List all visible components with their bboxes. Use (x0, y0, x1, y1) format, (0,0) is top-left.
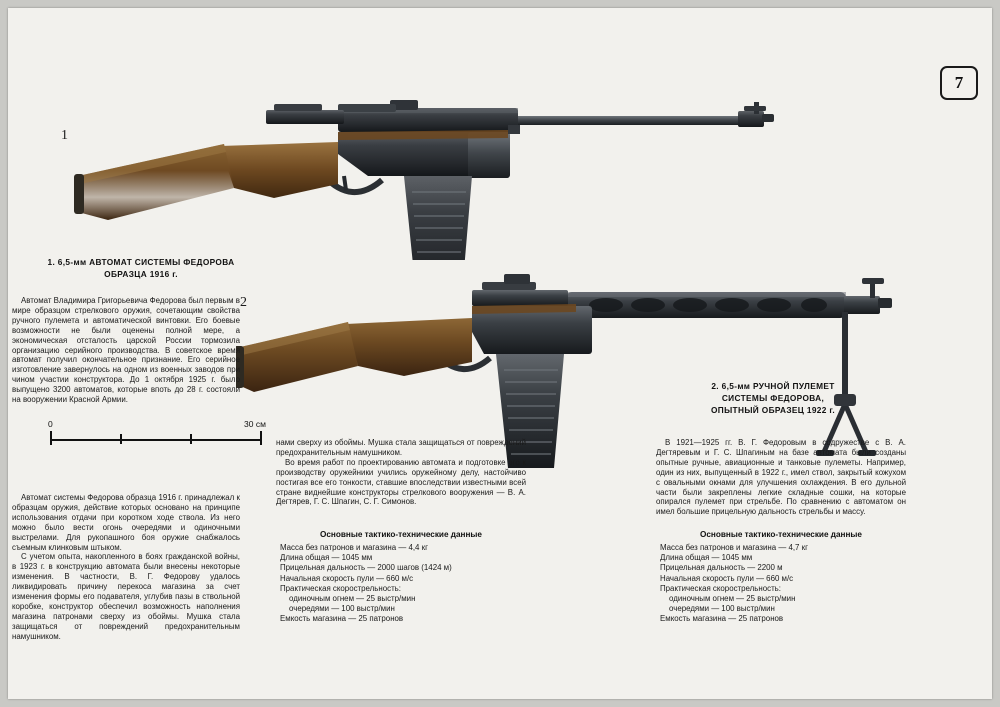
column-2-body-text (276, 438, 526, 507)
column-1-intro-text (12, 296, 240, 405)
column-2-spec-title: Основные тактико-технические данные (320, 530, 482, 539)
spec-item: очередями — 100 выстр/мин (289, 604, 395, 614)
paragraph: С учетом опыта, накопленного в боях гражданской войны, в 1923 г. в конструкцию автомата были внесены некоторые изменения. В частности, В. Г. Федорову удалось ликвидировать причину перекоса магазина за счет изменения формы его подавателя, углубив пазы в ствольной коробке, конструктор обеспечил возможность наполнения магазина патронами сверху из обоймы. Мушка стала защищаться от повреждений предохранительным намушником. (12, 552, 240, 641)
spec-item: Прицельная дальность — 2200 м (660, 563, 783, 573)
spec-item: очередями — 100 выстр/мин (669, 604, 775, 614)
figure-2-caption-line-3: ОПЫТНЫЙ ОБРАЗЕЦ 1922 г. (710, 405, 836, 415)
column-1-body-text (12, 493, 240, 642)
scale-bar (48, 419, 268, 449)
spec-item: Практическая скорострельность: (660, 583, 781, 593)
figure-1-caption (16, 256, 266, 280)
scale-bar-left-label: 0 (48, 419, 53, 429)
spec-item: одиночным огнем — 25 выстр/мин (289, 594, 416, 604)
spec-item: Практическая скорострельность: (280, 583, 401, 593)
page-number-badge (940, 66, 978, 100)
column-3-spec-title: Основные тактико-технические данные (700, 530, 862, 539)
spec-item: Масса без патронов и магазина — 4,7 кг (660, 543, 808, 552)
figure-1-caption-line-2: ОБРАЗЦА 1916 г. (104, 269, 178, 279)
spec-item: Начальная скорость пули — 660 м/с (660, 573, 794, 583)
page-number: 7 (954, 73, 964, 92)
spec-item: Начальная скорость пули — 660 м/с (280, 573, 414, 583)
spec-item: Длина общая — 1045 мм (660, 553, 753, 563)
spec-item: Масса без патронов и магазина — 4,4 кг (280, 543, 428, 552)
paragraph: нами сверху из обоймы. Мушка стала защищаться от повреждений предохранительным намушником. (276, 438, 526, 457)
spec-item: Длина общая — 1045 мм (280, 553, 373, 563)
column-2-spec-list (280, 543, 530, 625)
figure-index-2: 2 (240, 295, 247, 310)
scale-bar-right-label: 30 см (244, 419, 266, 429)
figure-2-caption-line-1: 2. 6,5-мм РУЧНОЙ ПУЛЕМЕТ (711, 381, 835, 391)
figure-2-caption-line-2: СИСТЕМЫ ФЕДОРОВА, (721, 393, 825, 403)
page-sheet (8, 8, 992, 699)
paragraph: Автомат Владимира Григорьевича Федорова был первым в мире образцом стрелкового оружия, сочетающим свойства ручного пулемета и автоматической винтовки. Его боевые возможности не были оценены полной мере, а экономическая отсталость царской России тормозила организацию серийного производства. В советское время автомат получил окончательное признание. Его серийное изготовление завернулось на одном из военных заводов при чином участии конструктора. До 1 октября 1925 г. было выпущено 3200 автоматов, которые впоть до 28 г. состояли на вооружении Красной Армии. (12, 296, 240, 405)
spec-item: Емкость магазина — 25 патронов (280, 614, 404, 624)
spec-item: одиночным огнем — 25 выстр/мин (669, 594, 796, 604)
figure-2-caption (648, 380, 898, 416)
paragraph: В 1921—1925 гг. В. Г. Федоровым в содружестве с В. А. Дегтяревым и Г. С. Шпагиным на базе автомата были созданы опытные ручные, авиационные и танковые пулеметы. Например, один из них, выпущенный в 1922 г., имел ствол, закрытый кожухом с овальными окнами для улучшения охлаждения. В его дульной части были закреплены легкие складные сошки, на которые опирался пулемет при стрельбе. По сравнению с автоматом он имел большие прицельную дальность стрельбы и массу. (656, 438, 906, 517)
spec-item: Прицельная дальность — 2000 шагов (1424 м) (280, 563, 452, 573)
column-3-body-text (656, 438, 906, 517)
figure-index-1: 1 (61, 128, 68, 143)
paragraph: Во время работ по проектированию автомата и подготовке его к производству оружейники учились оружейному делу, настойчиво постигая все его тонкости, ставшие впоследствии известными всей стране виднейшие конструкторы стрелкового вооружения — В. А. Дегтярев, Г. С. Шпагин, С. Г. Симонов. (276, 457, 526, 507)
spec-item: Емкость магазина — 25 патронов (660, 614, 784, 624)
fedorov-avtomat-1916-illustration (38, 80, 798, 260)
paragraph: Автомат системы Федорова образца 1916 г. принадлежал к образцам оружия, действие которых основано на принципе использования отдачи при коротком ходе ствола. Из него можно было вести огонь очередями и одиночными выстрелами. Для рукопашного боя оружие снабжалось съемным клинковым штыком. (12, 493, 240, 552)
figure-1-caption-line-1: 1. 6,5-мм АВТОМАТ СИСТЕМЫ ФЕДОРОВА (47, 257, 235, 267)
column-3-spec-list (660, 543, 910, 625)
